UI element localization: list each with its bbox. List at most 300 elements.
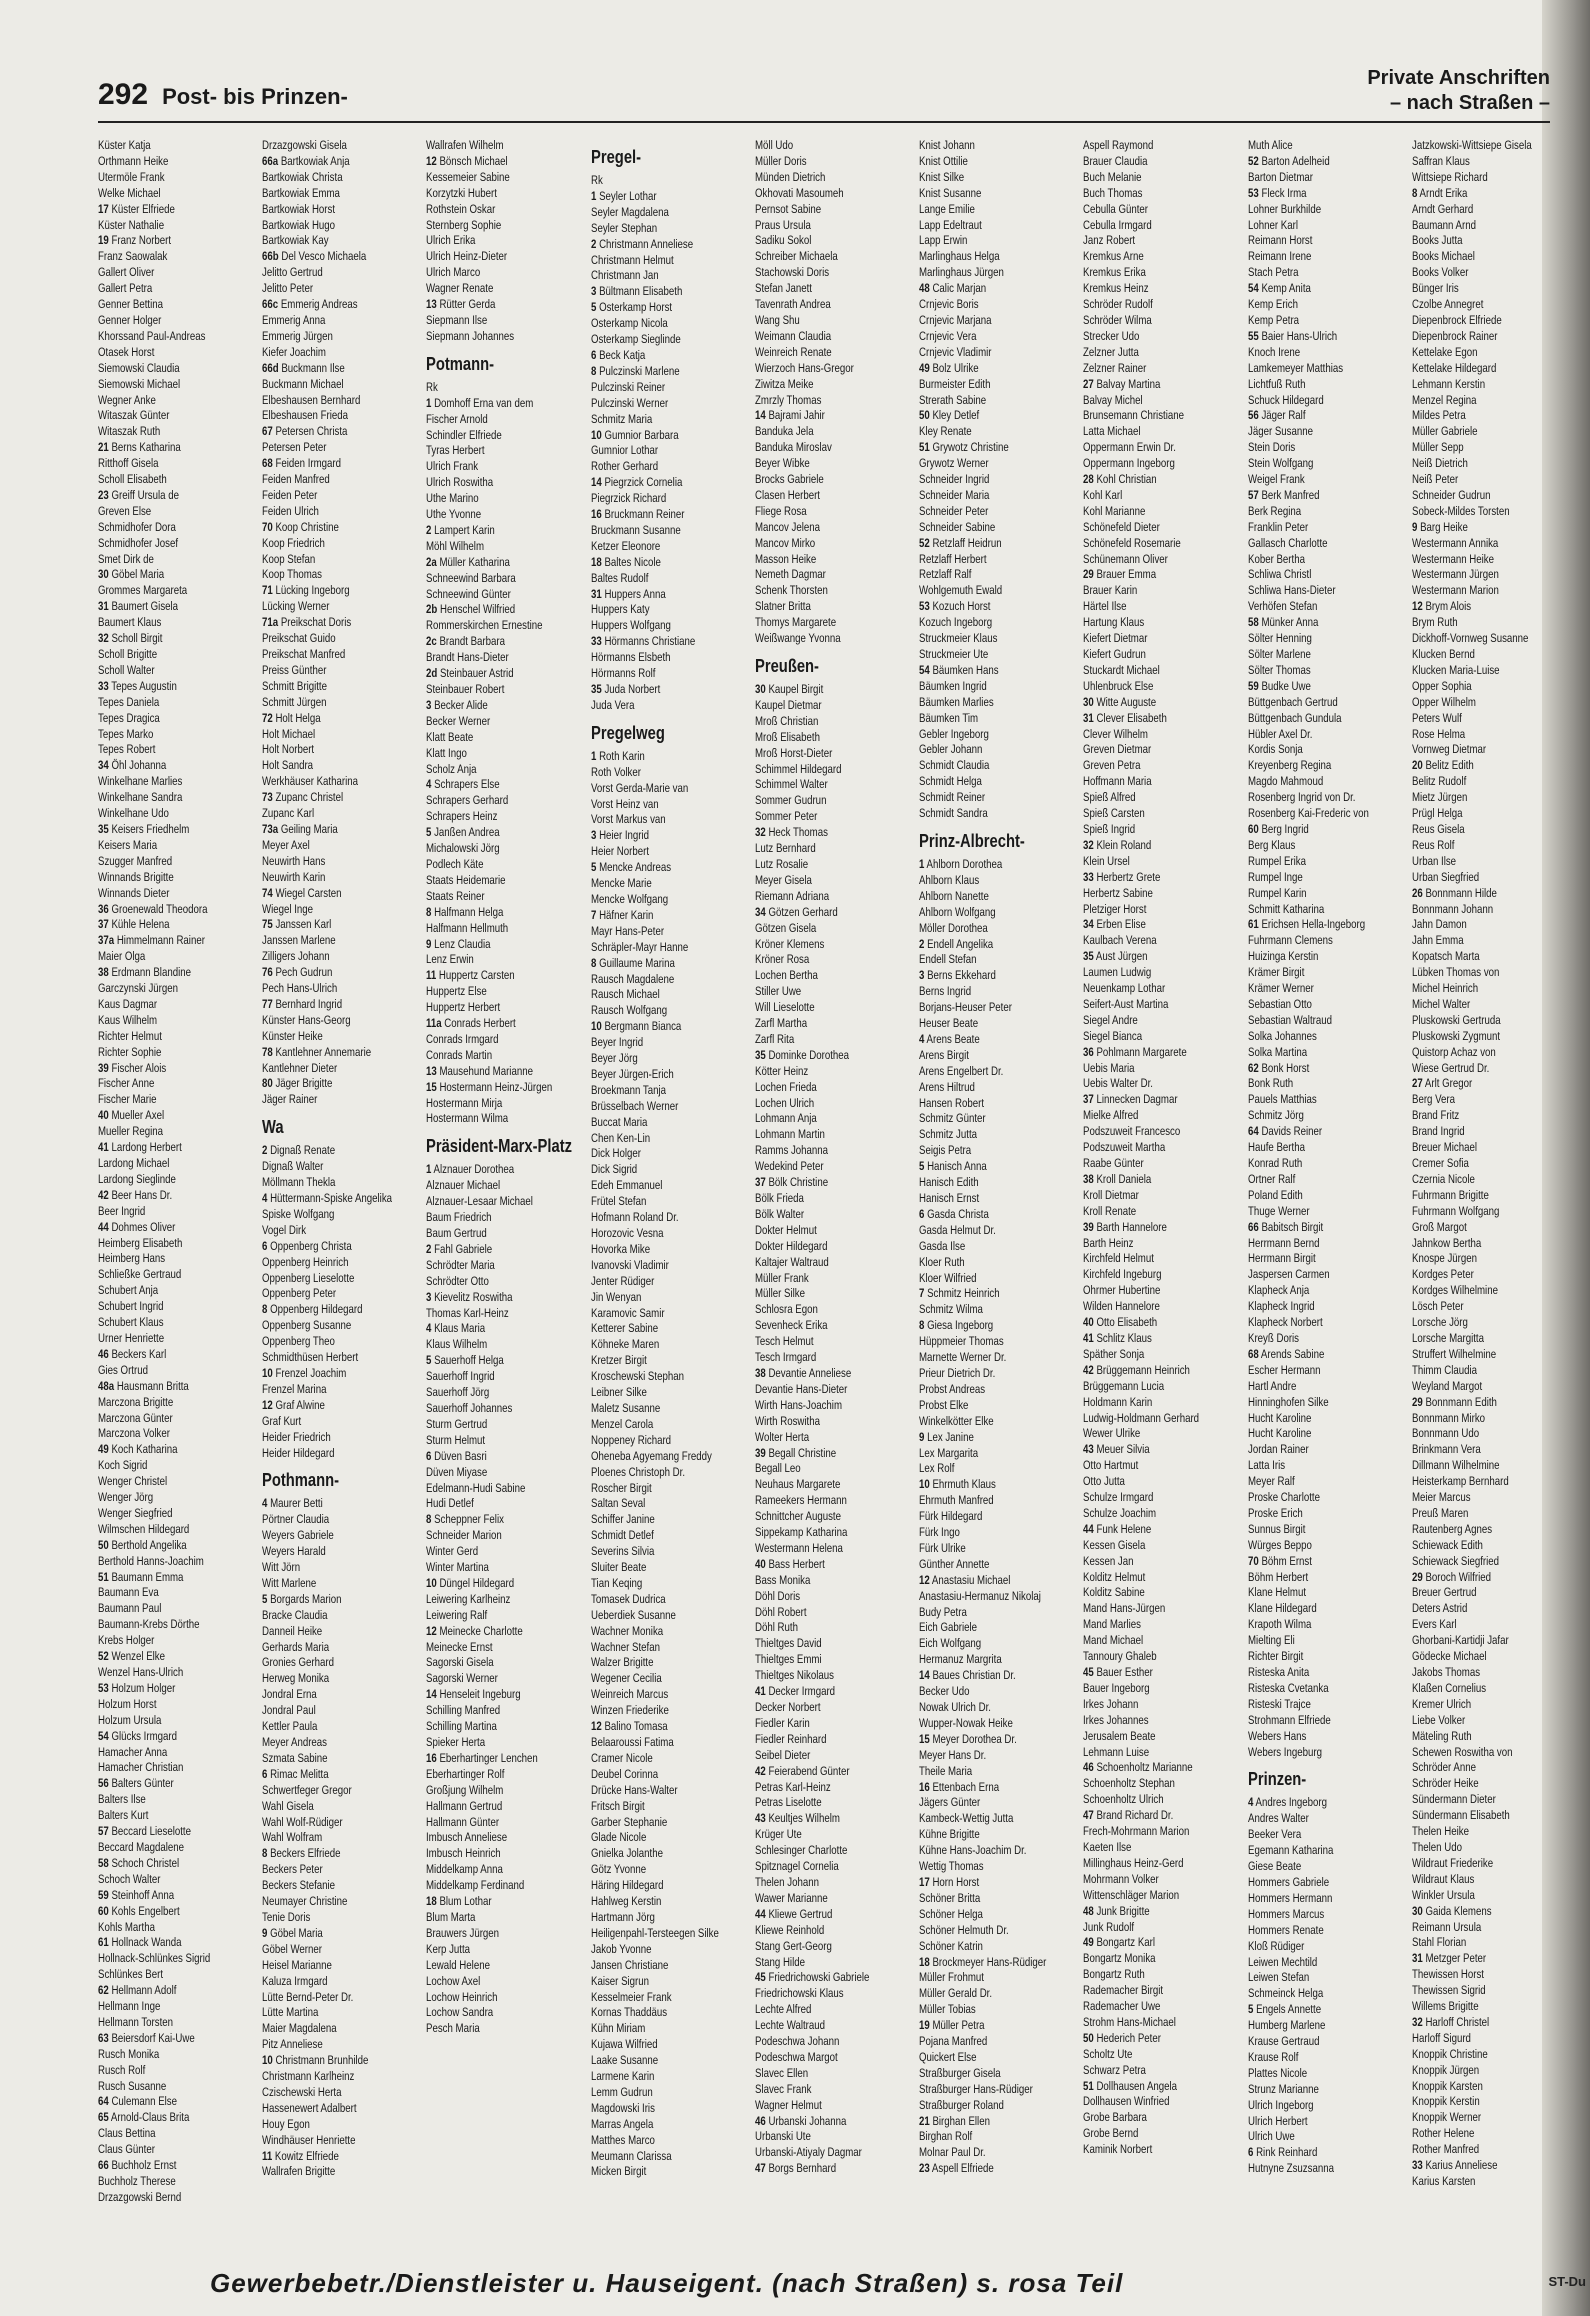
resident-name: Cebulla Irmgard <box>1083 217 1153 232</box>
resident-name: Vorst Heinz van <box>590 796 659 811</box>
resident-entry <box>591 1990 741 2006</box>
resident-name: Würges Beppo <box>1247 1537 1312 1552</box>
resident-name: Zupanc Karl <box>262 806 315 821</box>
resident-name: Holt Sandra <box>262 758 314 773</box>
resident-name: Krapoth Wilma <box>1247 1617 1311 1632</box>
resident-entry <box>98 1920 248 1936</box>
resident-name: Halfmann Hellmuth <box>426 920 509 935</box>
resident-name: Hovorka Mike <box>590 1241 650 1256</box>
resident-entry <box>262 1592 412 1608</box>
resident-entry <box>98 1585 248 1601</box>
resident-entry <box>591 1640 741 1656</box>
resident-entry <box>98 202 248 218</box>
house-number: 70 <box>262 519 273 534</box>
resident-entry <box>1083 281 1233 297</box>
resident-name: Dokter Helmut <box>754 1222 817 1237</box>
resident-name: Bönsch Michael <box>439 153 509 168</box>
resident-entry <box>262 520 412 536</box>
resident-entry <box>1412 345 1562 361</box>
resident-name: Meyer Hans Dr. <box>919 1747 987 1762</box>
resident-entry <box>1248 1251 1398 1267</box>
resident-entry <box>1412 774 1562 790</box>
resident-entry <box>262 2133 412 2149</box>
resident-entry <box>591 380 741 396</box>
resident-name: Dickhoff-Vornweg Susanne <box>1411 631 1529 646</box>
resident-entry <box>1412 1092 1562 1108</box>
resident-name: Schmidhofer Dora <box>98 519 176 534</box>
resident-name: Sölter Marlene <box>1247 647 1311 661</box>
resident-entry <box>426 1655 576 1671</box>
resident-entry <box>591 1560 741 1576</box>
resident-name: Klucken Bernd <box>1411 647 1475 661</box>
resident-entry <box>426 857 576 873</box>
resident-entry <box>262 2085 412 2101</box>
resident-entry <box>1083 949 1233 965</box>
resident-entry <box>919 1907 1069 1923</box>
resident-entry <box>426 1064 576 1080</box>
resident-entry <box>1248 1891 1398 1907</box>
resident-name: Mäteling Ruth <box>1411 1728 1472 1743</box>
resident-entry <box>98 2190 248 2206</box>
resident-name: Kremkus Erika <box>1083 265 1147 280</box>
resident-entry <box>426 1687 576 1703</box>
resident-name: Jäger Ralf <box>1260 408 1306 423</box>
resident-name: Brauer Karin <box>1083 583 1138 598</box>
resident-name: Jondral Erna <box>262 1687 318 1702</box>
resident-name: Hansen Robert <box>919 1095 985 1110</box>
resident-name: Pörtner Claudia <box>262 1512 330 1527</box>
resident-entry <box>262 997 412 1013</box>
resident-entry <box>426 571 576 587</box>
resident-name: Lehmann Luise <box>1083 1744 1150 1759</box>
house-number: 10 <box>590 427 602 442</box>
resident-entry <box>919 313 1069 329</box>
resident-name: Kley Renate <box>919 424 972 439</box>
house-number: 70 <box>1247 1553 1259 1568</box>
house-number: 46 <box>754 2113 766 2128</box>
resident-entry <box>919 1255 1069 1271</box>
resident-entry <box>591 396 741 412</box>
resident-name: Guillaume Marina <box>598 955 675 970</box>
resident-name: Kremkus Heinz <box>1083 281 1149 296</box>
resident-entry <box>755 2098 905 2114</box>
resident-name: Klaus Maria <box>434 1321 486 1336</box>
resident-entry <box>426 1560 576 1576</box>
house-number: 34 <box>98 758 109 773</box>
resident-name: Karius Anneliese <box>1425 2158 1498 2173</box>
resident-entry <box>1412 663 1562 679</box>
resident-entry <box>755 1207 905 1223</box>
resident-name: Neiß Dietrich <box>1411 456 1468 471</box>
resident-entry <box>919 711 1069 727</box>
resident-name: Uebis Maria <box>1083 1060 1135 1075</box>
resident-entry <box>1083 1888 1233 1904</box>
resident-entry <box>919 2034 1069 2050</box>
resident-entry <box>1412 218 1562 234</box>
resident-entry <box>755 857 905 873</box>
resident-name: Noppeney Richard <box>590 1432 671 1447</box>
resident-name: Risteska Anita <box>1247 1665 1309 1679</box>
resident-name: Schöner Helmuth Dr. <box>919 1922 1009 1937</box>
resident-entry <box>755 1795 905 1811</box>
resident-entry <box>1083 615 1233 631</box>
resident-name: Fahl Gabriele <box>434 1241 493 1256</box>
resident-entry <box>591 2005 741 2021</box>
resident-entry <box>98 1315 248 1331</box>
resident-entry <box>919 873 1069 889</box>
resident-name: Keisers Maria <box>98 837 158 852</box>
resident-entry <box>426 459 576 475</box>
resident-entry <box>262 1974 412 1990</box>
resident-name: Kirchfeld Helmut <box>1083 1251 1155 1266</box>
resident-entry <box>1248 186 1398 202</box>
resident-name: Sündermann Dieter <box>1411 1792 1496 1807</box>
resident-entry <box>1412 1920 1562 1936</box>
resident-entry <box>1248 2161 1398 2177</box>
resident-entry <box>1412 1124 1562 1140</box>
resident-name: Hellmann Adolf <box>111 1983 177 1998</box>
resident-name: Rameekers Hermann <box>754 1493 847 1508</box>
street-heading: Pothmann- <box>262 1470 340 1491</box>
resident-name: Mausehund Marianne <box>439 1063 534 1078</box>
resident-name: Friedrichowski Gabriele <box>768 1970 870 1985</box>
resident-entry <box>262 552 412 568</box>
house-number: 12 <box>590 1719 602 1734</box>
resident-name: Urbanski Johanna <box>768 2113 847 2128</box>
resident-name: Dignaß Renate <box>270 1143 336 1158</box>
resident-entry <box>1083 631 1233 647</box>
resident-name: Muth Alice <box>1247 138 1293 152</box>
resident-entry <box>1412 1999 1562 2015</box>
resident-name: Cramer Nicole <box>590 1750 653 1765</box>
resident-name: Müller Petra <box>932 2018 985 2033</box>
resident-name: Rommerskirchen Ernestine <box>426 618 543 633</box>
house-number: 42 <box>98 1187 109 1202</box>
house-number: 9 <box>262 1925 268 1940</box>
resident-name: Bracke Claudia <box>262 1607 328 1622</box>
resident-name: Stuckardt Michael <box>1083 662 1161 677</box>
house-number: 30 <box>1083 694 1095 709</box>
resident-entry <box>1248 138 1398 154</box>
resident-name: Szugger Manfred <box>98 853 173 868</box>
resident-entry <box>919 504 1069 520</box>
resident-entry <box>426 1449 576 1465</box>
resident-name: Öhl Johanna <box>111 758 167 773</box>
resident-name: Knoppik Christine <box>1411 2046 1488 2061</box>
resident-name: Otto Jutta <box>1083 1474 1126 1489</box>
resident-entry <box>1083 265 1233 281</box>
resident-name: Brym Alois <box>1425 599 1471 614</box>
resident-entry <box>755 1493 905 1509</box>
resident-entry <box>755 265 905 281</box>
resident-name: Drzazgowski Gisela <box>262 138 348 152</box>
resident-entry <box>1248 520 1398 536</box>
resident-entry <box>755 1414 905 1430</box>
house-number: 2b <box>426 602 438 617</box>
resident-name: Wilden Hannelore <box>1083 1299 1161 1314</box>
resident-entry <box>262 1655 412 1671</box>
resident-name: Herrmann Birgit <box>1247 1251 1316 1266</box>
resident-name: Berk Regina <box>1247 503 1301 518</box>
resident-entry <box>1412 1045 1562 1061</box>
resident-entry <box>1083 1156 1233 1172</box>
resident-entry <box>426 1242 576 1258</box>
resident-entry <box>1083 1347 1233 1363</box>
resident-entry <box>426 138 576 154</box>
resident-entry <box>98 933 248 949</box>
resident-entry <box>919 968 1069 984</box>
resident-entry <box>1412 440 1562 456</box>
resident-name: Bölk Walter <box>754 1206 804 1221</box>
resident-name: Birghan Ellen <box>932 2113 991 2128</box>
resident-name: Oppenberg Lieselotte <box>262 1270 355 1285</box>
resident-entry <box>98 552 248 568</box>
resident-entry <box>98 1204 248 1220</box>
resident-entry <box>591 507 741 523</box>
resident-entry <box>755 1732 905 1748</box>
resident-name: Stang Gert-Georg <box>754 1938 832 1953</box>
resident-entry <box>591 1162 741 1178</box>
resident-entry <box>426 1910 576 1926</box>
resident-name: Knoppik Karsten <box>1411 2078 1483 2093</box>
resident-entry <box>262 281 412 297</box>
resident-entry <box>262 249 412 265</box>
resident-name: Meyer Ralf <box>1247 1474 1295 1489</box>
resident-name: Brinkmann Vera <box>1411 1442 1481 1457</box>
resident-name: Lochen Bertha <box>754 968 818 983</box>
resident-name: Berk Manfred <box>1260 487 1319 502</box>
resident-name: Neiß Peter <box>1411 472 1458 487</box>
resident-entry <box>262 1862 412 1878</box>
house-number: 2a <box>426 554 438 569</box>
resident-entry <box>919 138 1069 154</box>
resident-entry <box>98 1156 248 1172</box>
resident-entry <box>755 2161 905 2177</box>
resident-name: Uthe Yvonne <box>426 507 482 522</box>
resident-name: Holzum Horst <box>98 1696 157 1711</box>
house-number: 32 <box>98 631 109 646</box>
resident-name: Barg Heike <box>1419 519 1468 534</box>
resident-name: Spiske Wolfgang <box>262 1206 335 1221</box>
resident-entry <box>1083 1315 1233 1331</box>
resident-name: Mroß Elisabeth <box>754 729 820 744</box>
resident-entry <box>426 762 576 778</box>
resident-entry <box>1248 2034 1398 2050</box>
resident-name: Schulze Joachim <box>1083 1505 1157 1520</box>
resident-name: Holt Helga <box>275 710 321 725</box>
resident-entry <box>755 631 905 647</box>
resident-entry <box>262 361 412 377</box>
resident-entry <box>755 2114 905 2130</box>
resident-name: Metzger Peter <box>1425 1951 1486 1966</box>
resident-name: Struckmeier Ute <box>919 647 989 661</box>
resident-entry <box>591 749 741 765</box>
resident-entry <box>1083 1251 1233 1267</box>
resident-entry <box>1248 440 1398 456</box>
resident-entry <box>426 1751 576 1767</box>
resident-entry <box>98 1299 248 1315</box>
resident-entry <box>591 1353 741 1369</box>
resident-entry <box>98 1538 248 1554</box>
resident-name: Kantlehner Annemarie <box>275 1044 372 1059</box>
resident-entry <box>262 170 412 186</box>
resident-entry <box>98 1760 248 1776</box>
resident-entry <box>1083 1411 1233 1427</box>
resident-name: Mand Marlies <box>1083 1617 1142 1632</box>
house-number: 33 <box>1411 2158 1423 2173</box>
resident-entry <box>426 1496 576 1512</box>
resident-entry <box>98 1792 248 1808</box>
resident-entry <box>755 714 905 730</box>
resident-entry <box>1083 1792 1233 1808</box>
resident-name: Kettelake Hildegard <box>1411 360 1497 375</box>
resident-entry <box>262 456 412 472</box>
resident-entry <box>919 552 1069 568</box>
resident-entry <box>98 329 248 345</box>
resident-entry <box>426 1974 576 1990</box>
resident-entry <box>591 1751 741 1767</box>
resident-entry <box>591 1146 741 1162</box>
resident-entry <box>1248 1029 1398 1045</box>
resident-name: Tepes Daniela <box>98 694 160 709</box>
resident-name: Egemann Katharina <box>1247 1843 1333 1858</box>
resident-name: Urbanski Ute <box>754 2129 811 2144</box>
resident-name: Kloß Rüdiger <box>1247 1938 1304 1953</box>
resident-name: Struckmeier Klaus <box>919 631 998 646</box>
resident-entry <box>591 1051 741 1067</box>
resident-name: Mueller Axel <box>111 1108 165 1123</box>
resident-name: Lex Rolf <box>919 1461 955 1476</box>
resident-name: Westermann Helena <box>754 1540 843 1555</box>
resident-name: Bass Monika <box>754 1572 811 1587</box>
resident-entry <box>262 1286 412 1302</box>
resident-name: Bölk Frieda <box>754 1191 804 1205</box>
resident-name: Grobe Barbara <box>1083 2110 1148 2125</box>
resident-name: Bolz Ulrike <box>932 360 979 375</box>
resident-name: Edelmann-Hudi Sabine <box>426 1480 526 1495</box>
resident-name: Schiewack Siegfried <box>1411 1553 1499 1568</box>
resident-name: Düngel Hildegard <box>439 1575 515 1590</box>
resident-name: Borgards Marion <box>270 1591 342 1606</box>
resident-entry <box>755 2145 905 2161</box>
resident-name: Schmitz Günter <box>919 1111 986 1126</box>
resident-name: Pulczinski Reiner <box>590 379 665 394</box>
resident-name: Kaus Wilhelm <box>98 1012 158 1027</box>
resident-entry <box>755 1923 905 1939</box>
resident-entry <box>919 1605 1069 1621</box>
resident-entry <box>1083 1204 1233 1220</box>
resident-entry <box>1248 1633 1398 1649</box>
resident-entry <box>755 1398 905 1414</box>
resident-name: Bruckmann Susanne <box>590 522 681 537</box>
resident-name: Krämer Werner <box>1247 981 1314 996</box>
resident-entry <box>426 1799 576 1815</box>
resident-entry <box>919 265 1069 281</box>
house-number: 53 <box>919 599 930 614</box>
resident-entry <box>755 1620 905 1636</box>
resident-name: Mand Michael <box>1083 1633 1144 1648</box>
house-number: 32 <box>1083 837 1095 852</box>
resident-name: Brüggemann Lucia <box>1083 1378 1165 1393</box>
resident-name: Wegner Anke <box>98 392 156 407</box>
resident-name: Tesch Helmut <box>754 1334 814 1349</box>
resident-entry <box>591 364 741 380</box>
resident-entry <box>426 666 576 682</box>
resident-entry <box>1412 297 1562 313</box>
resident-entry <box>755 1827 905 1843</box>
resident-name: Künster Hans-Georg <box>262 1012 351 1027</box>
resident-entry <box>1412 233 1562 249</box>
resident-name: Rütter Gerda <box>439 297 496 312</box>
resident-entry <box>755 345 905 361</box>
resident-entry <box>919 774 1069 790</box>
resident-entry <box>262 1990 412 2006</box>
resident-name: Lechte Waltraud <box>754 2018 825 2033</box>
resident-name: Gallert Petra <box>98 281 153 296</box>
resident-name: Hübler Axel Dr. <box>1247 726 1312 741</box>
resident-entry <box>1412 456 1562 472</box>
resident-entry <box>919 233 1069 249</box>
resident-entry <box>262 615 412 631</box>
resident-name: Wenger Christel <box>98 1474 168 1489</box>
resident-entry <box>1412 1951 1562 1967</box>
resident-name: Münker Anna <box>1260 615 1318 630</box>
resident-name: Kiefert Dietmar <box>1083 631 1148 646</box>
house-number: 31 <box>1411 1951 1423 1966</box>
resident-name: Buch Thomas <box>1083 185 1143 200</box>
resident-entry <box>98 1824 248 1840</box>
resident-name: Roth Karin <box>598 748 645 763</box>
resident-entry <box>98 1331 248 1347</box>
resident-entry <box>1248 631 1398 647</box>
resident-entry <box>919 2002 1069 2018</box>
resident-entry <box>426 265 576 281</box>
resident-name: Andres Ingeborg <box>1255 1795 1327 1810</box>
house-number: 66c <box>262 297 279 312</box>
resident-name: Rademacher Birgit <box>1083 1983 1164 1998</box>
resident-name: Lenz Erwin <box>426 952 475 967</box>
resident-entry <box>426 698 576 714</box>
house-number: 62 <box>1247 1060 1259 1075</box>
resident-name: Richter Birgit <box>1247 1649 1303 1664</box>
resident-name: Chen Ken-Lin <box>590 1130 650 1145</box>
resident-entry <box>755 1446 905 1462</box>
resident-entry <box>262 854 412 870</box>
house-number: 6 <box>262 1238 268 1253</box>
resident-entry <box>591 316 741 332</box>
resident-name: Heier Ingrid <box>598 828 649 843</box>
resident-entry <box>919 1589 1069 1605</box>
resident-name: Lücking Ingeborg <box>275 583 350 598</box>
resident-name: Schoenholtz Ulrich <box>1083 1792 1164 1807</box>
resident-name: Kremkus Arne <box>1083 249 1145 264</box>
resident-entry <box>1083 1140 1233 1156</box>
resident-name: Wettig Thomas <box>919 1859 984 1874</box>
resident-name: Preikschat Guido <box>262 631 336 646</box>
resident-name: Fuhrmann Clemens <box>1247 933 1333 948</box>
resident-name: Gasda Christa <box>927 1206 989 1221</box>
resident-name: Bongartz Monika <box>1083 1951 1156 1966</box>
resident-entry <box>755 552 905 568</box>
resident-entry <box>98 902 248 918</box>
resident-name: Raabe Günter <box>1083 1156 1145 1170</box>
resident-entry <box>755 599 905 615</box>
resident-entry <box>1083 567 1233 583</box>
resident-entry <box>1083 1474 1233 1490</box>
resident-name: Del Vesco Michaela <box>281 249 367 264</box>
resident-name: Lutz Bernhard <box>754 841 816 856</box>
resident-name: Clasen Herbert <box>754 487 820 502</box>
